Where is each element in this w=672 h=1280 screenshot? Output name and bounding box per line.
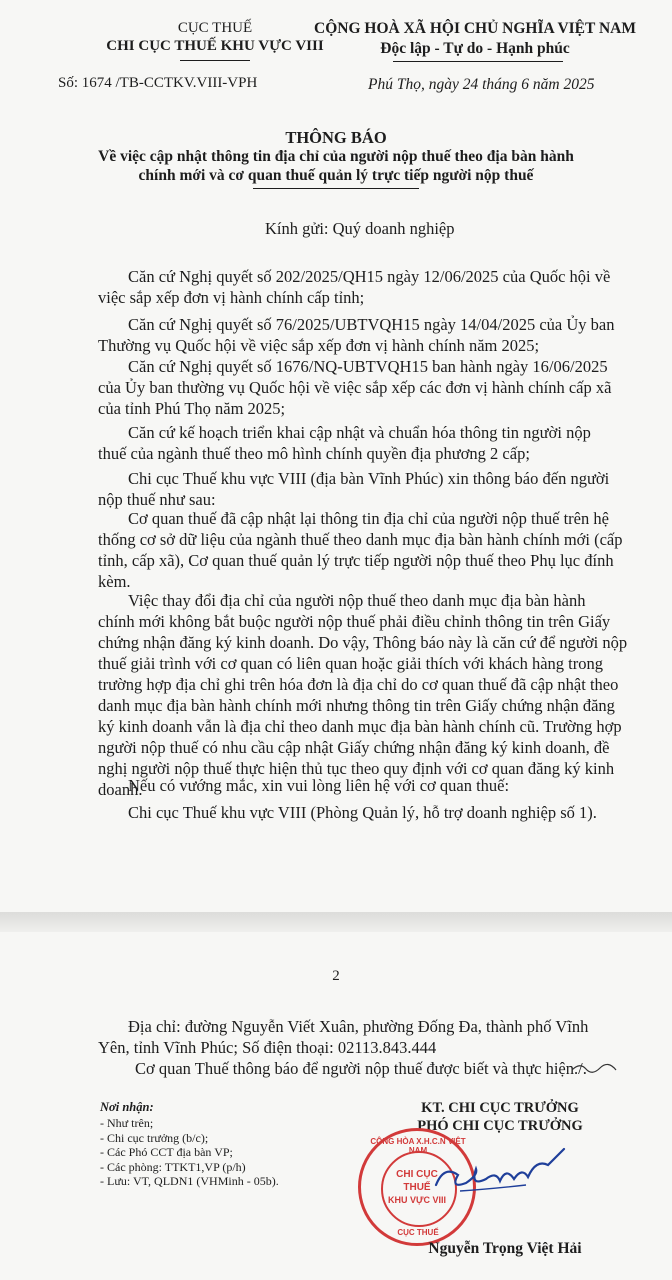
paragraph-line: nghị người nộp thuế thực hiện thủ tục theo quy định với cơ quan đăng ký kinh	[98, 759, 615, 778]
doc-number: Số: 1674 /TB-CCTKV.VIII-VPH	[58, 75, 258, 91]
recipient-item: - Như trên;	[100, 1116, 154, 1130]
paragraph-legal-basis-4	[98, 422, 618, 464]
paragraph-line: thuế giải trình với cơ quan có liên quan hoặc giải thích với khách hàng trong	[98, 654, 603, 673]
paragraph-line: danh mục địa bàn hành chính mới nhưng thông tin trên Giấy chứng nhận đăng	[98, 696, 615, 715]
paragraph-line: Việc thay đổi địa chỉ của người nộp thuế theo danh mục địa bàn hành	[128, 591, 586, 610]
document-heading: THÔNG BÁO	[285, 128, 387, 147]
paragraph-line: ký kinh doanh vẫn là địa chỉ theo danh mục địa bàn hành chính cũ. Trường hợp	[98, 717, 622, 736]
stamp-ring-bottom: CỤC THUẾ	[397, 1228, 439, 1237]
paragraph-address-update	[98, 508, 623, 592]
subject-underline	[253, 188, 419, 189]
paragraph-line: người nộp thuế có nhu cầu cập nhật Giấy chứng nhận đăng ký kinh doanh, đề	[98, 738, 610, 757]
paragraph-contact-intro	[98, 775, 618, 796]
recipient-item: - Lưu: VT, QLDN1 (VHMinh - 05b).	[100, 1174, 279, 1188]
paragraph-business-certificate	[98, 590, 628, 800]
paragraph-line: tỉnh, cấp xã), Cơ quan thuế quản lý trực tiếp người nộp thuế theo Phụ lục đính	[98, 551, 614, 570]
paragraph-contact-office	[98, 802, 618, 823]
page-separator	[0, 912, 672, 932]
stamp-center-1: CHI CỤC	[396, 1169, 438, 1180]
paragraph-announcement-intro	[98, 468, 618, 510]
signer-title-1: KT. CHI CỤC TRƯỞNG	[421, 1100, 579, 1116]
paragraph-line: thống cơ sở dữ liệu của ngành thuế theo danh mục địa bàn hành chính mới (cấp	[98, 530, 623, 549]
paragraph-legal-basis-1	[98, 266, 618, 308]
paragraph-line: chính mới không bắt buộc người nộp thuế phải điều chỉnh thông tin trên Giấy	[98, 612, 611, 631]
paragraph-line: nộp thuế như sau:	[98, 490, 216, 509]
place-date: Phú Thọ, ngày 24 tháng 6 năm 2025	[368, 76, 595, 93]
initials-mark	[570, 1060, 620, 1076]
recipient-item: - Các phòng: TTKT1,VP (p/h)	[100, 1159, 246, 1174]
closing-statement: Cơ quan Thuế thông báo để người nộp thuế được biết và thực hiện./.	[135, 1059, 587, 1078]
motto-underline	[393, 61, 563, 62]
paragraph-line: Nếu có vướng mắc, xin vui lòng liên hệ với cơ quan thuế:	[128, 776, 510, 795]
paragraph-line: Cơ quan thuế đã cập nhật lại thông tin địa chỉ của người nộp thuế trên hệ	[128, 509, 609, 528]
paragraph-line: Căn cứ Nghị quyết số 1676/NQ-UBTVQH15 ban hành ngày 16/06/2025	[128, 357, 608, 376]
signer-name: Nguyễn Trọng Việt Hải	[428, 1240, 582, 1257]
recipients-title: Nơi nhận:	[100, 1100, 154, 1114]
paragraph-line: của tỉnh Phú Thọ năm 2025;	[98, 399, 286, 418]
paragraph-line: Địa chỉ: đường Nguyễn Viết Xuân, phường Đống Đa, thành phố Vĩnh	[128, 1017, 589, 1036]
paragraph-line: Căn cứ Nghị quyết số 202/2025/QH15 ngày 12/06/2025 của Quốc hội về	[128, 267, 611, 286]
recipient-item: - Chi cục trưởng (b/c);	[100, 1130, 209, 1145]
page-number: 2	[332, 968, 340, 984]
document-subject-line2: chính mới và cơ quan thuế quản lý trực tiếp người nộp thuế	[138, 167, 534, 184]
paragraph-line: doanh.	[98, 780, 143, 799]
document-subject-line1: Về việc cập nhật thông tin địa chỉ của người nộp thuế theo địa bàn hành	[98, 148, 574, 165]
agency-parent: CỤC THUẾ	[177, 20, 253, 36]
national-motto: Độc lập - Tự do - Hạnh phúc	[380, 40, 570, 57]
paragraph-legal-basis-3	[98, 356, 618, 419]
stamp-center-3: KHU VỰC VIII	[388, 1195, 446, 1205]
paragraph-line: Chi cục Thuế khu vực VIII (Phòng Quản lý, hỗ trợ doanh nghiệp số 1).	[128, 803, 597, 822]
paragraph-line: việc sắp xếp đơn vị hành chính cấp tỉnh;	[98, 288, 365, 307]
paragraph-line: Căn cứ kế hoạch triển khai cập nhật và chuẩn hóa thông tin người nộp	[128, 423, 591, 442]
recipient-item: - Các Phó CCT địa bàn VP;	[100, 1145, 233, 1159]
handwritten-signature	[430, 1145, 570, 1205]
paragraph-line: Yên, tỉnh Vĩnh Phúc; Số điện thoại: 02113.843.444	[98, 1038, 437, 1057]
paragraph-line: của Ủy ban thường vụ Quốc hội về việc sắp xếp các đơn vị hành chính cấp xã	[98, 378, 612, 397]
agency-underline	[180, 60, 250, 61]
paragraph-line: kèm.	[98, 572, 131, 591]
paragraph-line: trường hợp địa chỉ ghi trên hóa đơn là địa chỉ do cơ quan thuế đã cập nhật theo	[98, 675, 619, 694]
recipients-list	[100, 1116, 279, 1189]
paragraph-line: thuế của ngành thuế theo mô hình chính quyền địa phương 2 cấp;	[98, 444, 530, 463]
stamp-ring-top: CỘNG HÒA X.H.C.N VIỆT NAM	[370, 1137, 466, 1155]
signer-title-2: PHÓ CHI CỤC TRƯỞNG	[417, 1118, 583, 1134]
salutation: Kính gửi: Quý doanh nghiệp	[265, 219, 455, 238]
paragraph-line: chứng nhận đăng ký kinh doanh. Do vậy, Thông báo này là căn cứ để người nộp	[98, 633, 628, 652]
paragraph-line: Thường vụ Quốc hội về việc sắp xếp đơn vị hành chính năm 2025;	[98, 336, 540, 355]
agency-name: CHI CỤC THUẾ KHU VỰC VIII	[106, 38, 324, 54]
paragraph-line: Căn cứ Nghị quyết số 76/2025/UBTVQH15 ngày 14/04/2025 của Ủy ban	[128, 315, 615, 334]
country-name: CỘNG HOÀ XÃ HỘI CHỦ NGHĨA VIỆT NAM	[314, 20, 636, 37]
paragraph-address	[98, 1016, 618, 1058]
stamp-center-2: THUẾ	[403, 1182, 431, 1193]
paragraph-legal-basis-2	[98, 314, 618, 356]
paragraph-line: Chi cục Thuế khu vực VIII (địa bàn Vĩnh Phúc) xin thông báo đến người	[128, 469, 610, 488]
